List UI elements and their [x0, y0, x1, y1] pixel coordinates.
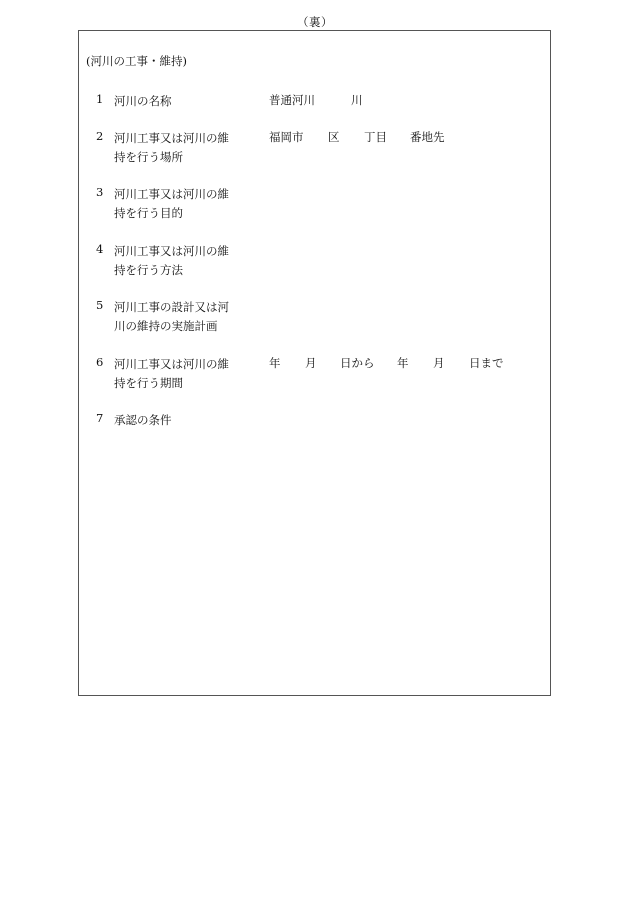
- city-value: 福岡市: [269, 130, 304, 144]
- item-label-line: 河川工事の設計又は河: [114, 300, 229, 314]
- item-label-line: 持を行う方法: [114, 263, 183, 277]
- banchi-value: 番地先: [410, 130, 445, 144]
- end-day-unit: 日まで: [469, 356, 504, 370]
- ward-value: 区: [328, 130, 340, 144]
- item-label: [114, 242, 244, 280]
- item-label: [114, 185, 244, 223]
- item-number: 4: [96, 242, 104, 256]
- item-number: 2: [96, 129, 104, 143]
- chome-value: 丁目: [364, 130, 387, 144]
- item-number: 1: [96, 92, 104, 106]
- item-number: 3: [96, 185, 104, 199]
- page-side-label: （裏）: [297, 15, 333, 29]
- item-label-line: 河川工事又は河川の維: [114, 187, 229, 201]
- form-frame: [78, 30, 551, 696]
- item-label-line: 河川工事又は河川の維: [114, 131, 229, 145]
- item-number: 7: [96, 411, 104, 425]
- start-month-unit: 月: [305, 356, 317, 370]
- item-label: [114, 355, 244, 393]
- item-label-line: 持を行う場所: [114, 150, 183, 164]
- item-label-line: 川の維持の実施計画: [114, 319, 218, 333]
- item-label: [114, 129, 244, 167]
- end-year-unit: 年: [397, 356, 409, 370]
- river-type-value: 普通河川: [269, 93, 315, 107]
- section-title: (河川の工事・維持): [86, 54, 187, 68]
- item-label-line: 河川工事又は河川の維: [114, 244, 229, 258]
- river-suffix-value: 川: [351, 93, 363, 107]
- item-label: [114, 298, 244, 336]
- item-label-line: 河川工事又は河川の維: [114, 357, 229, 371]
- item-label: [114, 92, 244, 111]
- start-day-unit: 日から: [340, 356, 375, 370]
- item-label-line: 持を行う期間: [114, 376, 183, 390]
- end-month-unit: 月: [433, 356, 445, 370]
- item-label-line: 承認の条件: [114, 413, 172, 427]
- item-label-line: 持を行う目的: [114, 206, 183, 220]
- item-number: 6: [96, 355, 104, 369]
- item-label: [114, 411, 244, 430]
- start-year-unit: 年: [269, 356, 281, 370]
- item-number: 5: [96, 298, 104, 312]
- item-label-line: 河川の名称: [114, 94, 172, 108]
